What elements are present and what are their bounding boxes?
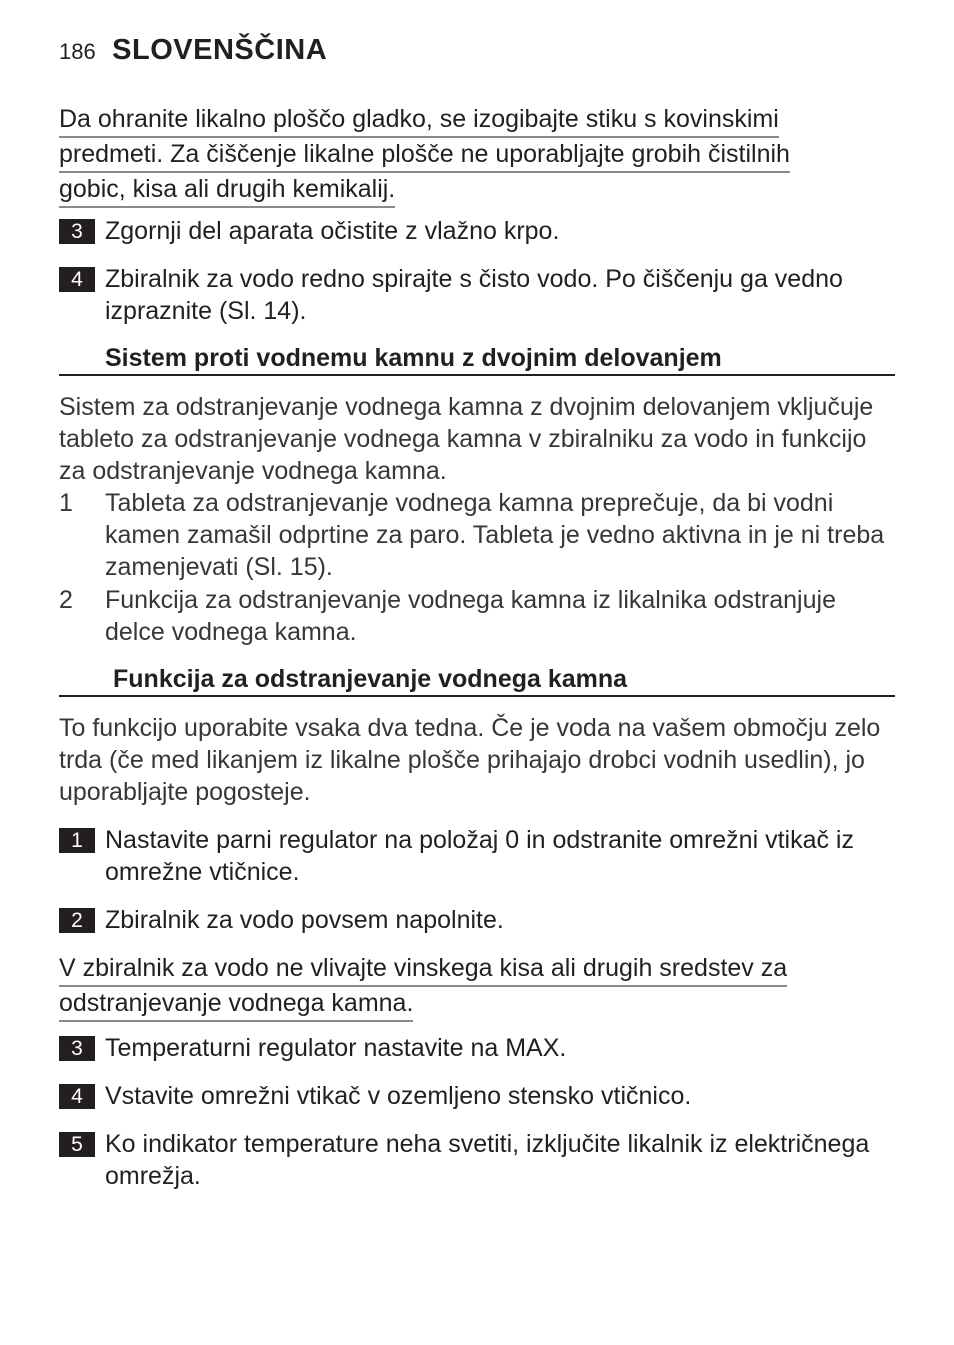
step-item [59,263,899,327]
section-intro: Sistem za odstranjevanje vodnega kamna z dvojnim delovanjem vključuje tableto za odstranjevanje vodnega kamna v zbiralniku za vodo in funkcijo za odstranjevanje vodnega kamna. [59,393,874,485]
step-item [59,215,899,247]
step-number-badge: 4 [59,1084,95,1109]
step-item [59,1128,899,1192]
step-text: Zbiralnik za vodo redno spirajte s čisto vodo. Po čiščenju ga vedno izpraznite (Sl. 14). [105,265,843,325]
step-text: Vstavite omrežni vtikač v ozemljeno stensko vtičnico. [105,1082,692,1110]
warning-note [59,952,787,1022]
step-text: Temperaturni regulator nastavite na MAX. [105,1034,567,1062]
step-item [59,824,899,888]
item-text: Funkcija za odstranjevanje vodnega kamna iz likalnika odstranjuje delce vodnega kamna. [105,586,836,646]
step-item [59,904,899,936]
section-heading [59,342,895,376]
step-text: Zgornji del aparata očistite z vlažno krpo. [105,217,560,245]
numbered-item [59,584,899,648]
numbered-item [59,487,899,583]
language-title: SLOVENŠČINA [112,34,328,66]
section-heading [59,663,895,697]
warning-line: V zbiralnik za vodo ne vlivajte vinskega kisa ali drugih sredstev za [59,953,787,987]
warning-note [59,103,790,208]
warning-line: gobic, kisa ali drugih kemikalij. [59,174,395,208]
step-number-badge: 3 [59,219,95,244]
step-text: Ko indikator temperature neha svetiti, izključite likalnik iz električnega omrežja. [105,1130,870,1190]
section-heading-text: Funkcija za odstranjevanje vodnega kamna [113,665,628,693]
item-number: 2 [59,586,73,614]
page-number: 186 [59,39,96,64]
step-item [59,1080,899,1112]
item-text: Tableta za odstranjevanje vodnega kamna preprečuje, da bi vodni kamen zamašil odprtine za paro. Tableta je vedno aktivna in je ni treba zamenjevati (Sl. 15). [105,489,885,581]
step-number-badge: 4 [59,267,95,292]
step-number-badge: 1 [59,828,95,853]
section-heading-text: Sistem proti vodnemu kamnu z dvojnim delovanjem [105,344,722,372]
step-number-badge: 2 [59,908,95,933]
step-text: Zbiralnik za vodo povsem napolnite. [105,906,504,934]
section-intro: To funkcijo uporabite vsaka dva tedna. Če je voda na vašem območju zelo trda (če med likanjem iz likalne plošče prihajajo drobci vodnih usedlin), jo uporabljajte pogosteje. [59,714,881,806]
warning-line: odstranjevanje vodnega kamna. [59,988,413,1022]
step-number-badge: 3 [59,1036,95,1061]
warning-line: Da ohranite likalno ploščo gladko, se izogibajte stiku s kovinskimi [59,104,779,138]
step-number-badge: 5 [59,1132,95,1157]
warning-line: predmeti. Za čiščenje likalne plošče ne uporabljajte grobih čistilnih [59,139,790,173]
item-number: 1 [59,489,73,517]
step-item [59,1032,899,1064]
step-text: Nastavite parni regulator na položaj 0 in odstranite omrežni vtikač iz omrežne vtičnice. [105,826,854,886]
page-header [59,34,327,67]
